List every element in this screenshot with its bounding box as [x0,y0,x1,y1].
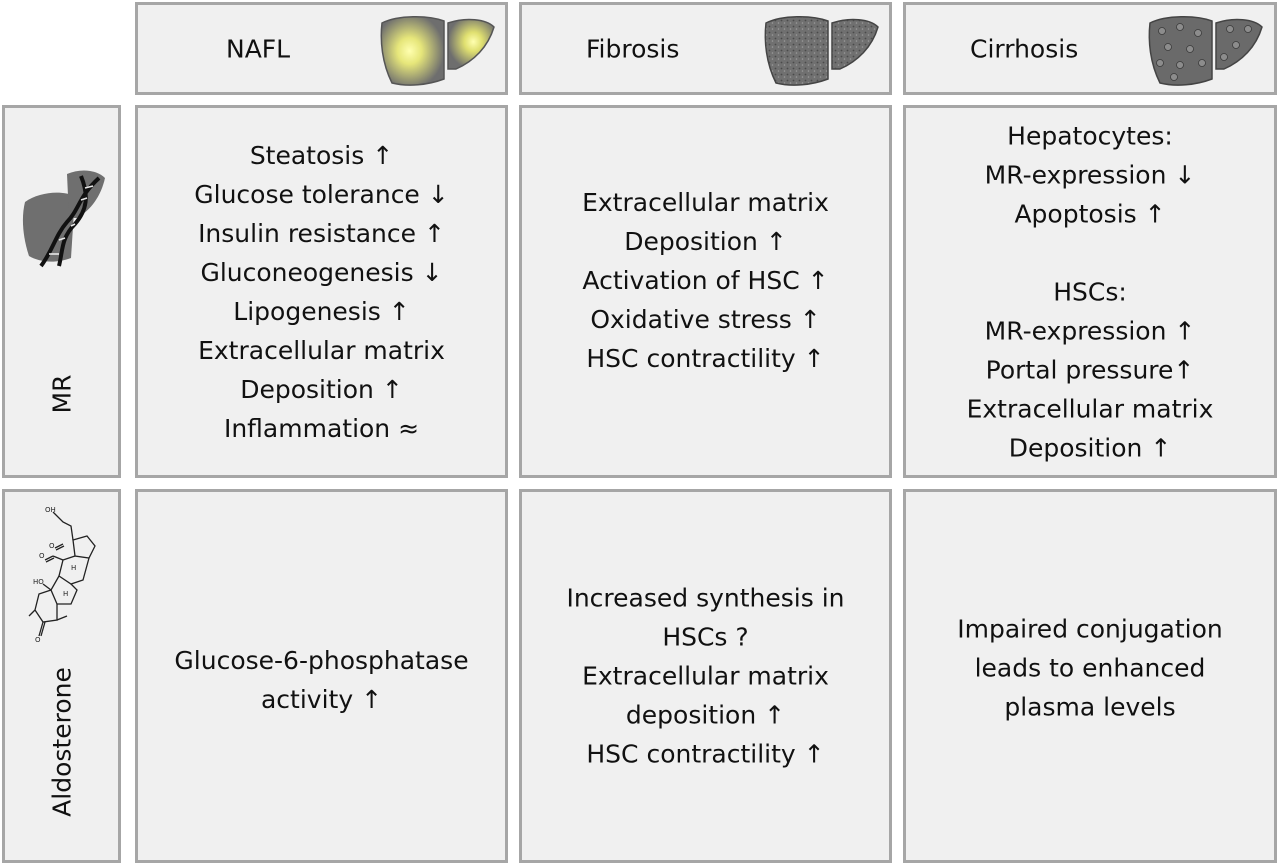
svg-text:H: H [71,564,77,572]
text-line: Deposition ↑ [1008,433,1172,462]
text-line: leads to enhanced [974,653,1206,683]
text-line: Deposition ↑ [240,374,403,404]
svg-text:O: O [39,552,45,560]
cell-mr-nafl-text [138,136,505,448]
text-line: Impaired conjugation [957,614,1223,644]
row-label-aldosterone: Aldosterone [47,667,76,818]
text-line: Insulin resistance ↑ [198,218,445,248]
text-line: HSCs: [1053,277,1127,306]
text-line: Extracellular matrix [198,335,445,365]
cell-mr-cirrhosis [903,105,1277,478]
cell-mr-fibrosis-text [522,182,889,377]
svg-text:O: O [35,636,41,644]
text-line: Extracellular matrix [582,661,829,691]
text-line: Increased synthesis in [566,583,845,613]
text-line: MR-expression ↓ [984,160,1196,189]
cell-aldosterone-cirrhosis-text [906,609,1274,726]
text-line: Oxidative stress ↑ [590,304,821,334]
text-line: HSC contractility ↑ [586,343,825,373]
text-line: Extracellular matrix [966,394,1214,423]
cell-aldosterone-fibrosis [519,489,892,863]
row-label-mr: MR [47,374,76,414]
text-line: Extracellular matrix [582,187,829,217]
row-header-mr [2,105,121,478]
text-line: Apoptosis ↑ [1014,199,1166,228]
text-line: Gluconeogenesis ↓ [200,257,443,287]
header-fibrosis [519,2,892,95]
header-cirrhosis [903,2,1277,95]
svg-text:H: H [63,590,69,598]
cirrhotic-nodular-liver-icon [1146,13,1264,89]
text-line: deposition ↑ [625,700,786,730]
cell-aldosterone-cirrhosis [903,489,1277,863]
text-line: Lipogenesis ↑ [233,296,410,326]
spacer [906,233,1274,272]
column-title-nafl: NAFL [226,34,291,63]
svg-text:O: O [49,542,55,550]
text-line: MR-expression ↑ [984,316,1196,345]
text-line: HSCs ? [662,622,749,652]
column-title-fibrosis: Fibrosis [586,34,680,63]
svg-text:OH: OH [45,506,56,514]
text-line: Glucose-6-phosphatase [174,645,469,675]
text-line: Portal pressure↑ [985,355,1195,384]
text-line: HSC contractility ↑ [586,739,825,769]
yellow-glowing-liver-icon [378,13,496,89]
cell-aldosterone-nafl [135,489,508,863]
cell-mr-fibrosis [519,105,892,478]
text-line: Hepatocytes: [1007,121,1173,150]
text-line: Deposition ↑ [624,226,787,256]
header-nafl [135,2,508,95]
column-title-cirrhosis: Cirrhosis [970,34,1079,63]
svg-text:HO: HO [33,578,44,586]
text-line: Steatosis ↑ [249,140,394,170]
text-line: Glucose tolerance ↓ [194,179,449,209]
cell-mr-cirrhosis-text [906,116,1274,467]
fibrotic-speckled-liver-icon [762,13,880,89]
liver-dna-icon [19,166,109,270]
cell-aldosterone-fibrosis-text [522,579,889,774]
text-line: Inflammation ≈ [223,413,420,443]
text-line: Activation of HSC ↑ [582,265,829,295]
row-header-aldosterone [2,489,121,863]
text-line: plasma levels [1004,692,1176,722]
cell-aldosterone-nafl-text [138,641,505,719]
cell-mr-nafl [135,105,508,478]
text-line: activity ↑ [260,684,383,714]
steroid-structure-icon [27,504,111,654]
